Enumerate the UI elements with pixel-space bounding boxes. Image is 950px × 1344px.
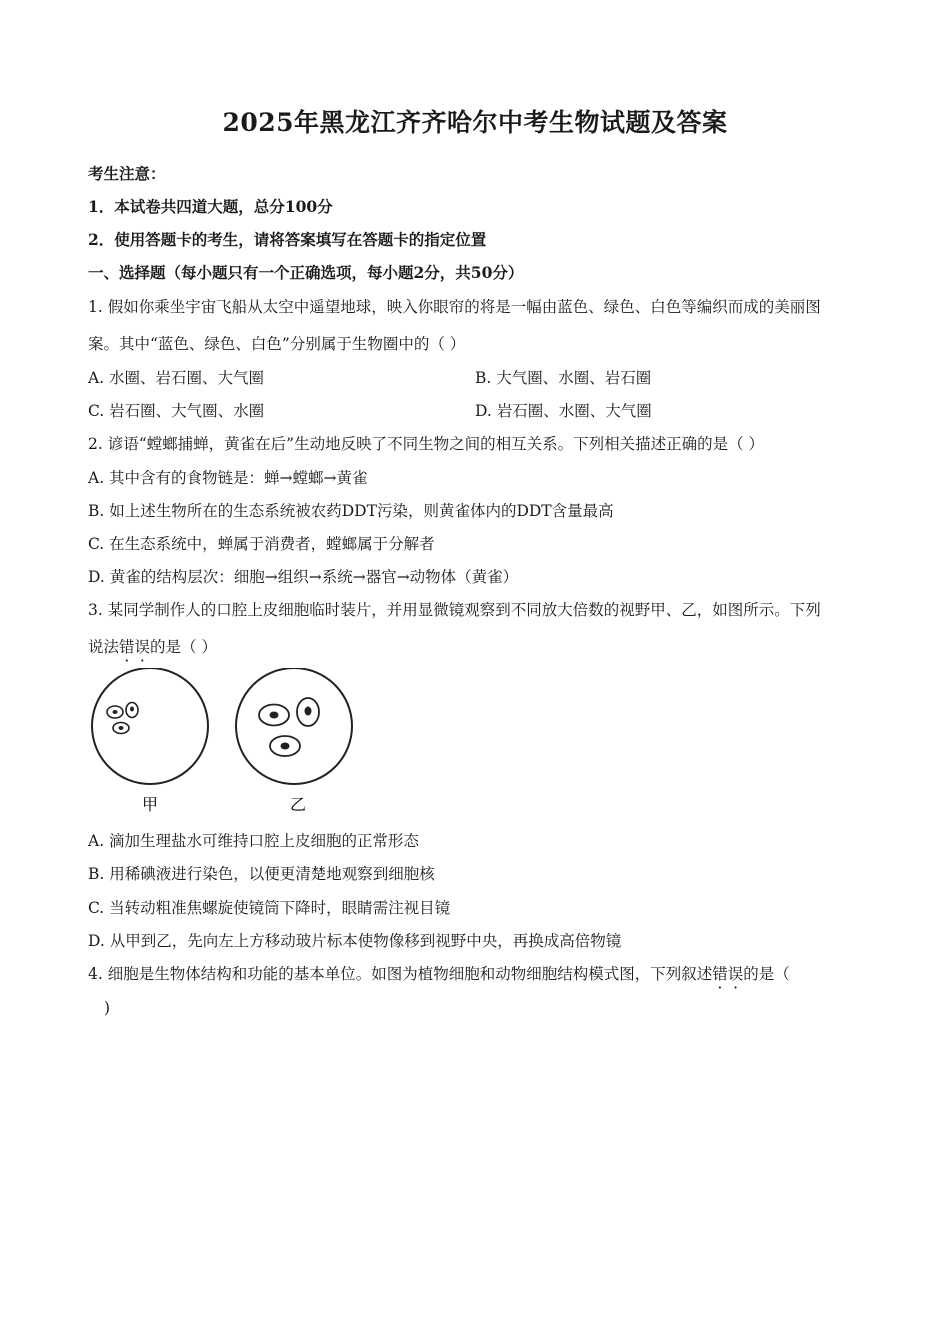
section-heading: 一、选择题（每小题只有一个正确选项，每小题2分，共50分） (88, 263, 524, 282)
q3-stem-pre: 说法 (88, 638, 120, 656)
q4-stem-line1 (88, 962, 790, 984)
q3-option-d: D. 从甲到乙，先向左上方移动玻片标本使物像移到视野中央，再换成高倍物镜 (88, 932, 622, 950)
figure-label-yi: 乙 (290, 795, 307, 814)
q2-stem: 2. 谚语“螳螂捕蝉，黄雀在后”生动地反映了不同生物之间的相互关系。下列相关描述正确的是（ ） (88, 435, 764, 453)
notice-heading: 考生注意： (88, 164, 166, 183)
microscope-field-figure (88, 668, 368, 818)
q1-option-d: D. 岩石圈、水圈、大气圈 (475, 402, 652, 420)
q3-stem-line2 (88, 635, 217, 657)
q3-option-c: C. 当转动粗准焦螺旋使镜筒下降时，眼睛需注视目镜 (88, 899, 451, 917)
q4-stem-line2: ) (104, 999, 111, 1017)
q3-emphasis-char-1: 错 (119, 638, 135, 656)
figure-label-jia: 甲 (142, 795, 159, 814)
q3-option-a: A. 滴加生理盐水可维持口腔上皮细胞的正常形态 (88, 832, 420, 850)
q3-emphasis-char-2: 误 (134, 638, 151, 656)
nucleus-jia-2 (130, 707, 134, 712)
q1-stem-line1: 1. 假如你乘坐宇宙飞船从太空中遥望地球，映入你眼帘的将是一幅由蓝色、绿色、白色等编织而成的美丽图 (88, 298, 821, 316)
q1-option-c: C. 岩石圈、大气圈、水圈 (88, 402, 265, 420)
q4-emphasis-char-1: 错 (712, 965, 728, 983)
page-title: 2025年黑龙江齐齐哈尔中考生物试题及答案 (222, 108, 728, 137)
q4-stem-post: 的是（ (743, 965, 790, 983)
field-jia (92, 668, 208, 784)
field-yi (236, 668, 352, 784)
q2-option-b: B. 如上述生物所在的生态系统被农药DDT污染，则黄雀体内的DDT含量最高 (88, 502, 614, 520)
q2-option-d: D. 黄雀的结构层次：细胞→组织→系统→器官→动物体（黄雀） (88, 568, 519, 586)
nucleus-jia-1 (113, 710, 118, 714)
q1-option-a: A. 水圈、岩石圈、大气圈 (88, 369, 265, 387)
nucleus-yi-2 (305, 707, 312, 716)
field-jia-circle (92, 668, 208, 784)
q1-option-b: B. 大气圈、水圈、岩石圈 (475, 369, 652, 387)
q2-option-a: A. 其中含有的食物链是：蝉→螳螂→黄雀 (88, 469, 368, 487)
nucleus-yi-1 (270, 712, 279, 719)
q3-stem-post: 的是（ ） (150, 638, 217, 656)
notice-item-1: 1．本试卷共四道大题，总分100分 (88, 197, 333, 216)
q4-stem-pre: 4. 细胞是生物体结构和功能的基本单位。如图为植物细胞和动物细胞结构模式图，下列叙述 (88, 965, 713, 983)
notice-item-2: 2．使用答题卡的考生，请将答案填写在答题卡的指定位置 (88, 230, 487, 249)
nucleus-jia-3 (119, 726, 124, 730)
nucleus-yi-3 (281, 743, 290, 750)
q1-stem-line2: 案。其中“蓝色、绿色、白色”分别属于生物圈中的（ ） (88, 335, 466, 353)
q4-emphasis-char-2: 误 (727, 965, 744, 983)
q3-option-b: B. 用稀碘液进行染色，以便更清楚地观察到细胞核 (88, 865, 435, 883)
q2-option-c: C. 在生态系统中，蝉属于消费者，螳螂属于分解者 (88, 535, 435, 553)
q3-stem-line1: 3. 某同学制作人的口腔上皮细胞临时装片，并用显微镜观察到不同放大倍数的视野甲、乙，如图所示。下列 (88, 601, 821, 619)
field-yi-circle (236, 668, 352, 784)
